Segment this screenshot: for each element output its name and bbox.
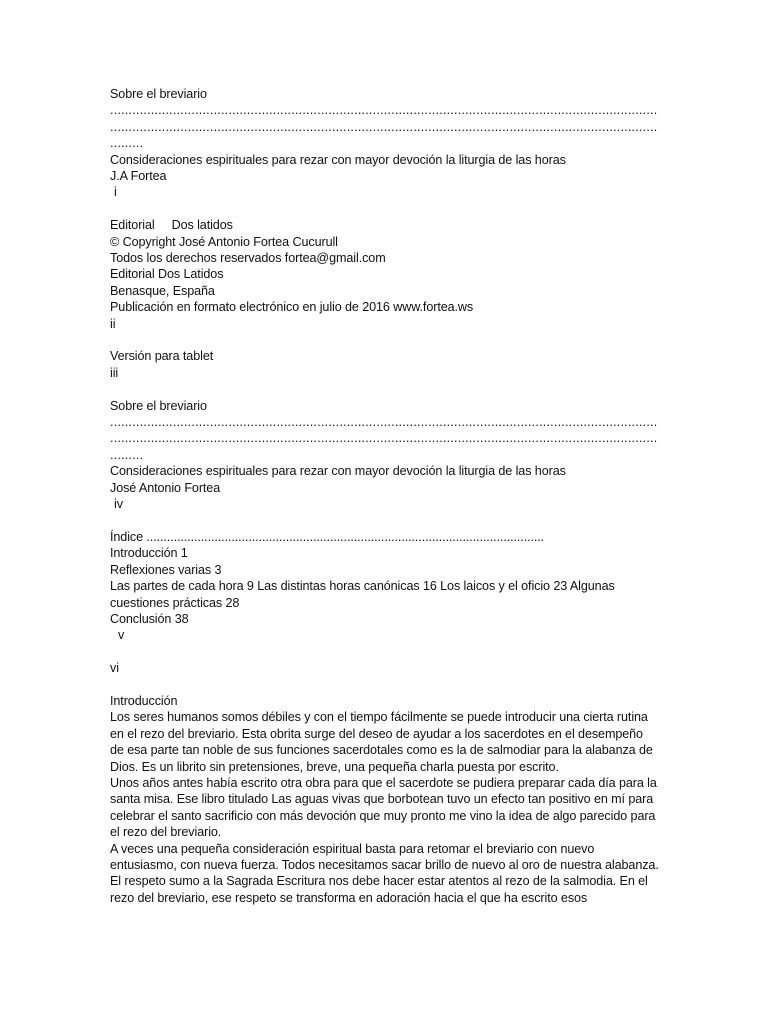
index-item: Conclusión 38 — [110, 611, 189, 626]
spacer — [110, 332, 660, 348]
index-item: Introducción 1 — [110, 546, 188, 561]
index-heading: Índice ..................................................................................................................... — [110, 529, 545, 544]
book-subtitle: Consideraciones espirituales para rezar con mayor devoción la liturgia de las horas — [110, 152, 566, 167]
dotted-leader: .................................................................................................................................................... — [110, 431, 658, 446]
book-author: José Antonio Fortea — [110, 480, 221, 495]
book-title: Sobre el breviario — [110, 398, 207, 413]
version-line: Versión para tablet — [110, 349, 214, 364]
spacer — [110, 644, 660, 660]
page-number: vi — [110, 661, 119, 676]
publication-line: Publicación en formato electrónico en julio de 2016 www.fortea.ws — [110, 300, 474, 315]
book-author: J.A Fortea — [110, 169, 167, 184]
spacer — [110, 381, 660, 397]
dotted-leader: ......... — [110, 447, 144, 462]
index-parts: Las partes de cada hora 9 Las distintas horas canónicas 16 Los laicos y el oficio 23 Algunas cuestiones prácticas 28 — [110, 579, 615, 610]
page-number: ii — [110, 316, 116, 331]
dotted-leader: .................................................................................................................................................... — [110, 119, 658, 134]
page-number: iii — [110, 365, 119, 380]
dotted-leader: .................................................................................................................................................... — [110, 103, 658, 118]
place-line: Benasque, España — [110, 283, 215, 298]
publisher-line: Editorial Dos Latidos — [110, 267, 224, 282]
editorial-line: Editorial Dos latidos — [110, 218, 233, 233]
intro-heading: Introducción — [110, 693, 178, 708]
intro-paragraph: El respeto sumo a la Sagrada Escritura nos debe hacer estar atentos al rezo de la salmodia. En el rezo del breviario, ese respeto se transforma en adoración hacia el que ha escrito esos — [110, 874, 648, 905]
spacer — [110, 201, 660, 217]
intro-paragraph: Unos años antes había escrito otra obra para que el sacerdote se pudiera preparar cada día para la santa misa. Ese libro titulado Las aguas vivas que borbotean tuvo un efecto tan positivo en mí para celebrar el santo sacrificio con más devoción que muy pronto me vino la idea de algo parecido para el rezo del breviario. — [110, 775, 657, 840]
document-page — [110, 86, 660, 906]
page-number: i — [114, 185, 117, 200]
rights-line: Todos los derechos reservados fortea@gmail.com — [110, 251, 386, 266]
dotted-leader: .................................................................................................................................................... — [110, 415, 658, 430]
spacer — [110, 677, 660, 693]
copyright-line: © Copyright José Antonio Fortea Cucurull — [110, 234, 338, 249]
page-number: v — [118, 628, 125, 643]
book-title: Sobre el breviario — [110, 87, 207, 101]
page-number: iv — [114, 497, 123, 512]
index-item: Reflexiones varias 3 — [110, 562, 222, 577]
intro-paragraph: A veces una pequeña consideración espiritual basta para retomar el breviario con nuevo entusiasmo, con nueva fuerza. Todos necesitamos sacar brillo de nuevo al oro de nuestra alabanza. — [110, 841, 659, 872]
book-subtitle: Consideraciones espirituales para rezar con mayor devoción la liturgia de las horas — [110, 464, 566, 479]
intro-paragraph: Los seres humanos somos débiles y con el tiempo fácilmente se puede introducir una cierta rutina en el rezo del breviario. Esta obrita surge del deseo de ayudar a los sacerdotes en el desempeño de esa parte tan noble de sus funciones sacerdotales como es la de salmodiar para la alabanza de Dios. Es un librito sin pretensiones, breve, una pequeña charla puesta por escrito. — [110, 710, 653, 774]
dotted-leader: ......... — [110, 136, 144, 151]
spacer — [110, 513, 660, 529]
